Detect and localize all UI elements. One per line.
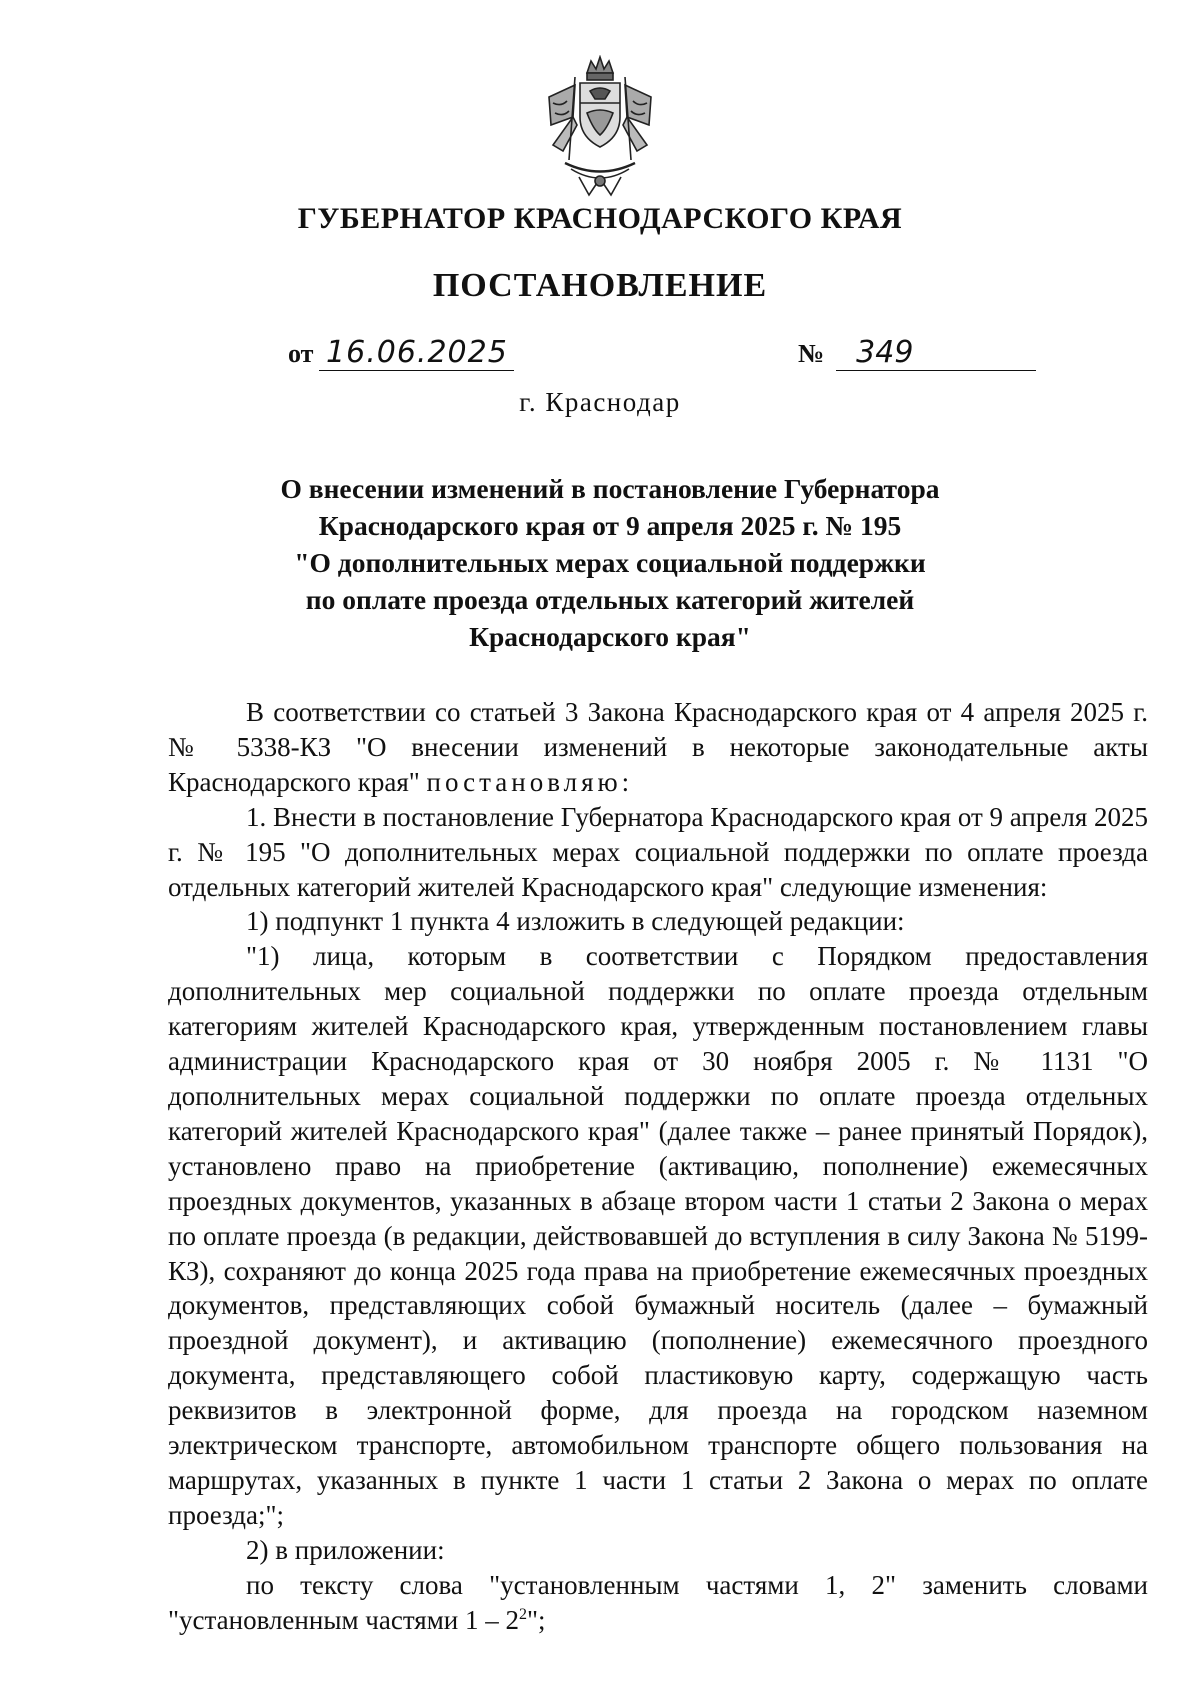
superscript: 2 <box>519 1605 527 1623</box>
issuing-authority-heading: ГУБЕРНАТОР КРАСНОДАРСКОГО КРАЯ <box>297 202 903 235</box>
subject-line: Краснодарского края" <box>469 621 751 652</box>
body-paragraph: 2) в приложении: <box>246 1534 445 1565</box>
document-body <box>168 695 1148 1637</box>
coat-of-arms-emblem <box>535 55 665 215</box>
body-paragraph: 1) подпункт 1 пункта 4 изложить в следующей редакции: <box>246 906 905 937</box>
amendment-text: по тексту слова "установленным частями 1, 2" заменить словами "установленным частями 1 – 2 <box>168 1569 1148 1635</box>
city-label: г. Краснодар <box>519 387 681 417</box>
document-number: 349 <box>836 335 1036 371</box>
preamble-paragraph <box>168 695 1148 800</box>
document-date: 16.06.2025 <box>319 335 514 371</box>
document-subject <box>230 470 990 655</box>
subject-line: О внесении изменений в постановление Губернатора <box>280 473 940 504</box>
document-meta-row <box>288 335 1048 385</box>
subject-line: Краснодарского края от 9 апреля 2025 г. № 195 <box>318 510 902 541</box>
amendment-tail: "; <box>527 1604 546 1635</box>
document-type-heading: ПОСТАНОВЛЕНИЕ <box>432 267 768 304</box>
date-block <box>288 335 514 371</box>
body-paragraph: 1. Внести в постановление Губернатора Краснодарского края от 9 апреля 2025 г. № 195 "О дополнительных мерах социальной поддержки по оплате проезда отдельных категорий жителей Краснодарского края" следующие изменения: <box>168 801 1148 902</box>
date-prefix: от <box>288 339 314 368</box>
body-paragraph <box>168 1568 1148 1638</box>
resolution-keyword: постановляю: <box>426 766 634 797</box>
subject-line: по оплате проезда отдельных категорий жителей <box>305 584 915 615</box>
preamble-text: В соответствии со статьей 3 Закона Краснодарского края от 4 апреля 2025 г. № 5338-КЗ "О внесении изменений в некоторые законодательные акты Краснодарского края" <box>168 697 1148 797</box>
body-paragraph: "1) лица, которым в соответствии с Порядком предоставления дополнительных мер социальной поддержки по оплате проезда отдельным категориям жителей Краснодарского края, утвержденным постановлением главы администрации Краснодарского края от 30 ноября 2005 г. № 1131 "О дополнительных мерах социальной поддержки по оплате проезда отдельных категорий жителей Краснодарского края" (далее также – ранее принятый Порядок), установлено право на приобретение (активацию, пополнение) ежемесячных проездных документов, указанных в абзаце втором части 1 статьи 2 Закона о мерах по оплате проезда (в редакции, действовавшей до вступления в силу Закона № 5199-КЗ), сохраняют до конца 2025 года права на приобретение ежемесячных проездных документов, представляющих собой бумажный носитель (далее – бумажный проездной документ), и активацию (пополнение) ежемесячного проездного документа, представляющего собой пластиковую карту, содержащую часть реквизитов в электронной форме, для проезда на городском наземном электрическом транспорте, автомобильном транспорте общего пользования на маршрутах, указанных в пункте 1 части 1 статьи 2 Закона о мерах по оплате проезда;"; <box>168 941 1148 1530</box>
number-block <box>798 335 1036 371</box>
subject-line: "О дополнительных мерах социальной поддержки <box>294 547 926 578</box>
number-prefix: № <box>798 339 825 368</box>
